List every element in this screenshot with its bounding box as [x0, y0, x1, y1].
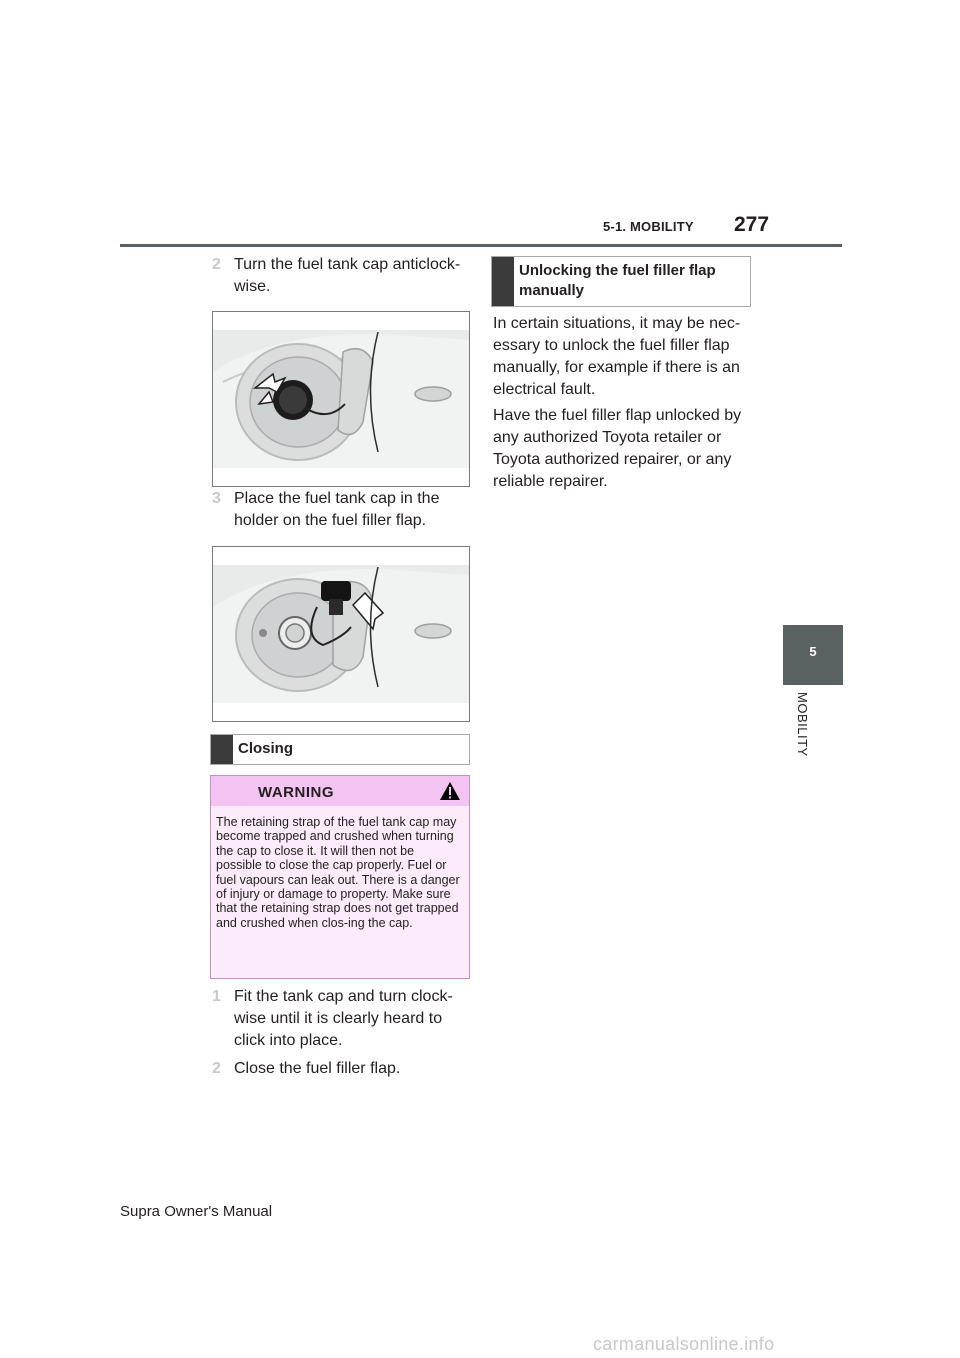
step-text: Close the fuel filler flap.	[234, 1060, 401, 1077]
heading-bar	[211, 735, 233, 764]
unlocking-paragraph-2: Have the fuel filler flap unlocked by any authorized Toyota retailer or Toyota authorized repairer, or any reliable repairer.	[493, 407, 742, 490]
footer-title: Supra Owner's Manual	[120, 1203, 273, 1220]
chapter-tab-label: MOBILITY	[795, 692, 810, 757]
step-text: Turn the fuel tank cap anticlock-wise.	[234, 256, 461, 295]
page-number: 277	[734, 213, 770, 236]
step-number: 2	[212, 1060, 221, 1077]
section-label: 5-1. MOBILITY	[603, 219, 694, 234]
heading-bar	[492, 257, 514, 306]
unlocking-paragraph-1: In certain situations, it may be nec-essary to unlock the fuel filler flap manually, for example if there is an electrical fault.	[493, 315, 741, 398]
step-text: Place the fuel tank cap in the holder on the fuel filler flap.	[234, 490, 440, 529]
step-turn-cap	[212, 254, 474, 300]
figure-place-cap	[212, 546, 470, 722]
unlocking-heading-title: Unlocking the fuel filler flap manually	[519, 262, 716, 299]
step-place-cap	[212, 488, 474, 534]
fuel-cap-turn-illustration	[213, 312, 469, 486]
step-number: 3	[212, 490, 221, 507]
fuel-cap-holder-illustration	[213, 547, 469, 721]
header-rule	[120, 244, 842, 247]
figure-turn-cap	[212, 311, 470, 487]
warning-box	[210, 775, 470, 979]
closing-heading	[210, 734, 470, 765]
step-number: 1	[212, 988, 221, 1005]
chapter-tab-number: 5	[809, 644, 817, 659]
unlocking-heading	[491, 256, 751, 307]
warning-title: WARNING	[258, 784, 334, 801]
step-fit-cap	[212, 986, 474, 1054]
watermark: carmanualsonline.info	[593, 1334, 775, 1354]
closing-heading-title: Closing	[238, 740, 293, 757]
step-close-flap	[212, 1058, 474, 1082]
warning-triangle-icon	[439, 781, 461, 801]
step-text: Fit the tank cap and turn clock-wise until it is clearly heard to click into place.	[234, 988, 453, 1049]
warning-header	[211, 776, 469, 806]
step-number: 2	[212, 256, 221, 273]
warning-body: The retaining strap of the fuel tank cap may become trapped and crushed when turning the cap to close it. It will then not be possible to close the cap properly. Fuel or fuel vapours can leak out. There is a danger of injury or damage to property. Make sure that the retaining strap does not get trapped and crushed when clos-ing the cap.	[216, 815, 460, 930]
